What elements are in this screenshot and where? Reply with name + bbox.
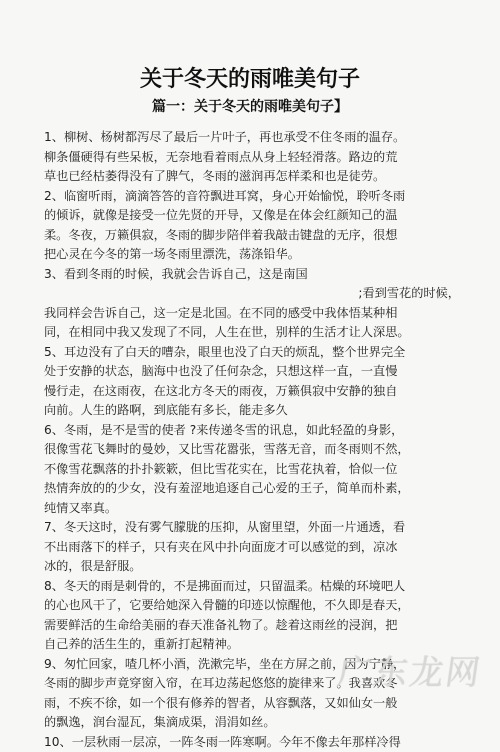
text-line: 的心也风干了，它要给她深入骨髓的印迹以惊醒他，不久即是春天， [44, 596, 464, 616]
text-line: 很像雪花飞舞时的曼妙，又比雪花嚣张，雪落无音，而冬雨则不然， [44, 440, 464, 460]
text-line: 热情奔放的的少女，没有羞涩地追逐自己心爱的王子，简单而朴素， [44, 479, 464, 499]
text-line: 纯情又率真。 [44, 499, 464, 519]
text-line: 10、一层秋雨一层凉，一阵冬雨一阵寒啊。今年不像去年那样冷得 [44, 733, 464, 752]
text-line: 草也已经枯萎得没有了脾气，冬雨的滋润再怎样柔和也是徒劳。 [44, 167, 464, 187]
text-line: 慢行走，在这雨夜，在这北方冬天的雨夜，万籁俱寂中安静的独自 [44, 382, 464, 402]
text-line: 冰的，很是舒服。 [44, 557, 464, 577]
text-line: 8、冬天的雨是刺骨的，不是拂面而过，只留温柔。枯燥的环境吧人 [44, 577, 464, 597]
text-line: ;看到雪花的时候， [44, 284, 464, 304]
text-line: 6、冬雨，是不是雪的使者 ?来传递冬雪的讯息，如此轻盈的身影， [44, 421, 464, 441]
text-line: 9、匆忙回家，喳几杯小酒，洗漱完毕，坐在方屏之前，因为宁静， [44, 655, 464, 675]
text-line: 的飘逸，润台湿瓦，集滴成渠，涓涓如丝。 [44, 713, 464, 733]
text-line: 雨，不疾不徐，如一个很有修养的智者，从容飘落，又如仙女一般 [44, 694, 464, 714]
text-line: 5、耳边没有了白天的嘈杂，眼里也没了白天的烦乱，整个世界完全 [44, 343, 464, 363]
site-watermark: 广东龙网 [335, 645, 486, 694]
text-line: 的倾诉，就像是接受一位先贤的开导，又像是在体会红颜知己的温 [44, 206, 464, 226]
text-line: 2、临窗听雨，滴滴答答的音符飘进耳窝，身心开始愉悦，聆听冬雨 [44, 187, 464, 207]
text-line: 7、冬天这时，没有雾气朦胧的压抑，从窗里望，外面一片通透，看 [44, 518, 464, 538]
text-line: 处于安静的状态，脑海中也没了任何杂念，只想这样一直，一直慢 [44, 362, 464, 382]
text-line: 1、柳树、杨树都泻尽了最后一片叶子，再也承受不住冬雨的温存。 [44, 128, 464, 148]
text-line: 我同样会告诉自己，这一定是北国。在不同的感受中我体悟某种相 [44, 304, 464, 324]
text-line: 把心灵在今冬的第一场冬雨里漂洗，荡涤铅华。 [44, 245, 464, 265]
text-line: 柳条僵硬得有些呆板，无奈地看着雨点从身上轻轻滑落。路边的荒 [44, 148, 464, 168]
text-line: 冬雨的脚步声竟穿窗入帘，在耳边荡起悠悠的旋律来了。我喜欢冬 [44, 674, 464, 694]
text-line: 同，在相同中我又发现了不同，人生在世，别样的生活才让人深思。 [44, 323, 464, 343]
section-subtitle: 篇一：关于冬天的雨唯美句子】 [0, 96, 500, 116]
page-title: 关于冬天的雨唯美句子 [0, 62, 500, 93]
text-line: 需要鲜活的生命给美丽的春天准备礼物了。趁着这雨丝的浸润，把 [44, 616, 464, 636]
text-line: 不出雨落下的样子，只有夹在风中扑向面庞才可以感觉的到，凉冰 [44, 538, 464, 558]
text-line: 3、看到冬雨的时候，我就会告诉自己，这是南国 [44, 265, 464, 285]
text-line: 自己养的活生生的，重新打起精神。 [44, 635, 464, 655]
text-line: 柔。冬夜，万籁俱寂，冬雨的脚步陪伴着我敲击键盘的无序，很想 [44, 226, 464, 246]
text-line: 向前。人生的路啊，到底能有多长，能走多久 [44, 401, 464, 421]
text-line: 不像雪花飘落的扑扑簌簌，但比雪花实在，比雪花执着，恰似一位 [44, 460, 464, 480]
